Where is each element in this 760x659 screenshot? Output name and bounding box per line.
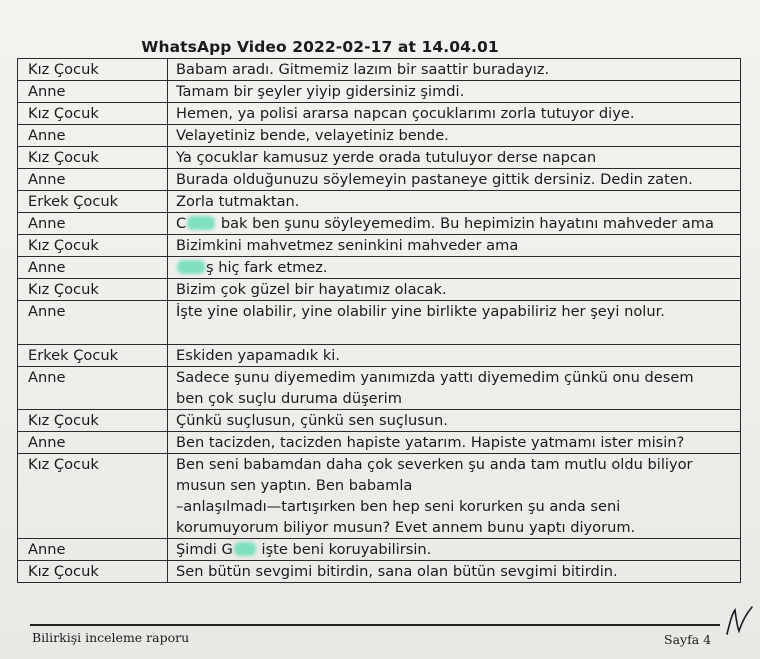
utterance-cell — [168, 367, 741, 410]
speaker-cell: Anne — [18, 213, 168, 235]
document-title: WhatsApp Video 2022-02-17 at 14.04.01 — [141, 38, 499, 56]
utterance-text-before-redaction: C — [176, 215, 187, 232]
utterance-cell: Çünkü suçlusun, çünkü sen suçlusun. — [168, 410, 741, 432]
speaker-cell: Anne — [18, 257, 168, 279]
speaker-cell: Anne — [18, 301, 168, 345]
utterance-text-after-redaction: işte beni koruyabilirsin. — [256, 541, 432, 558]
utterance-line: Sadece şunu diyemedim yanımızda yattı diyemedim çünkü onu desem — [176, 369, 694, 386]
transcript-row — [18, 169, 741, 191]
speaker-cell: Kız Çocuk — [18, 59, 168, 81]
utterance-line: musun sen yaptın. Ben babamla — [176, 477, 413, 494]
transcript-row — [18, 235, 741, 257]
utterance-cell: Babam aradı. Gitmemiz lazım bir saattir buradayız. — [168, 59, 741, 81]
redaction-mark — [187, 216, 215, 230]
redaction-mark — [234, 542, 256, 556]
speaker-cell: Kız Çocuk — [18, 147, 168, 169]
utterance-cell: Bizim çok güzel bir hayatımız olacak. — [168, 279, 741, 301]
utterance-cell: Eskiden yapamadık ki. — [168, 345, 741, 367]
utterance-cell: Ben tacizden, tacizden hapiste yatarım. Hapiste yatmamı ister misin? — [168, 432, 741, 454]
transcript-row — [18, 279, 741, 301]
transcript-row — [18, 125, 741, 147]
page-number: Sayfa 4 — [664, 632, 712, 647]
utterance-cell — [168, 454, 741, 539]
utterance-cell — [168, 213, 741, 235]
utterance-cell: Bizimkini mahvetmez seninkini mahveder ama — [168, 235, 741, 257]
utterance-cell: Zorla tutmaktan. — [168, 191, 741, 213]
transcript-row — [18, 81, 741, 103]
speaker-cell: Anne — [18, 125, 168, 147]
transcript-row — [18, 213, 741, 235]
transcript-row — [18, 301, 741, 345]
transcript-row — [18, 59, 741, 81]
transcript-row — [18, 432, 741, 454]
utterance-cell — [168, 539, 741, 561]
transcript-row — [18, 367, 741, 410]
speaker-cell: Anne — [18, 367, 168, 410]
utterance-line: korumuyorum biliyor musun? Evet annem bunu yaptı diyorum. — [176, 519, 636, 536]
utterance-cell — [168, 257, 741, 279]
utterance-cell: Tamam bir şeyler yiyip gidersiniz şimdi. — [168, 81, 741, 103]
utterance-text-before-redaction: Şimdi G — [176, 541, 233, 558]
utterance-cell: İşte yine olabilir, yine olabilir yine birlikte yapabiliriz her şeyi nolur. — [168, 301, 741, 345]
transcript-row — [18, 345, 741, 367]
transcript-row — [18, 191, 741, 213]
speaker-cell: Kız Çocuk — [18, 454, 168, 539]
transcript-row — [18, 257, 741, 279]
transcript-row — [18, 561, 741, 583]
redaction-mark — [177, 260, 205, 274]
utterance-line: ben çok suçlu duruma düşerim — [176, 390, 402, 407]
footer-divider — [30, 624, 720, 626]
utterance-line: Ben seni babamdan daha çok severken şu anda tam mutlu oldu biliyor — [176, 456, 693, 473]
transcript-row — [18, 454, 741, 539]
speaker-cell: Anne — [18, 539, 168, 561]
utterance-cell: Hemen, ya polisi ararsa napcan çocuklarımı zorla tutuyor diye. — [168, 103, 741, 125]
utterance-cell: Ya çocuklar kamusuz yerde orada tutuluyor derse napcan — [168, 147, 741, 169]
utterance-text-after-redaction: ş hiç fark etmez. — [206, 259, 328, 276]
handwritten-initial-mark — [724, 604, 756, 638]
utterance-line: –anlaşılmadı—tartışırken ben hep seni korurken şu anda seni — [176, 498, 621, 515]
speaker-cell: Kız Çocuk — [18, 279, 168, 301]
transcript-row — [18, 103, 741, 125]
transcript-row — [18, 410, 741, 432]
transcript-row — [18, 147, 741, 169]
speaker-cell: Erkek Çocuk — [18, 345, 168, 367]
speaker-cell: Kız Çocuk — [18, 235, 168, 257]
speaker-cell: Kız Çocuk — [18, 410, 168, 432]
transcript-row — [18, 539, 741, 561]
utterance-cell: Burada olduğunuzu söylemeyin pastaneye gittik dersiniz. Dedin zaten. — [168, 169, 741, 191]
speaker-cell: Kız Çocuk — [18, 103, 168, 125]
speaker-cell: Anne — [18, 81, 168, 103]
speaker-cell: Anne — [18, 169, 168, 191]
utterance-text-after-redaction: bak ben şunu söyleyemedim. Bu hepimizin hayatını mahveder ama — [216, 215, 714, 232]
utterance-cell: Sen bütün sevgimi bitirdin, sana olan bütün sevgimi bitirdin. — [168, 561, 741, 583]
speaker-cell: Erkek Çocuk — [18, 191, 168, 213]
footer-report-name: Bilirkişi inceleme raporu — [32, 630, 190, 645]
transcript-table — [17, 58, 741, 583]
speaker-cell: Anne — [18, 432, 168, 454]
speaker-cell: Kız Çocuk — [18, 561, 168, 583]
utterance-cell: Velayetiniz bende, velayetiniz bende. — [168, 125, 741, 147]
